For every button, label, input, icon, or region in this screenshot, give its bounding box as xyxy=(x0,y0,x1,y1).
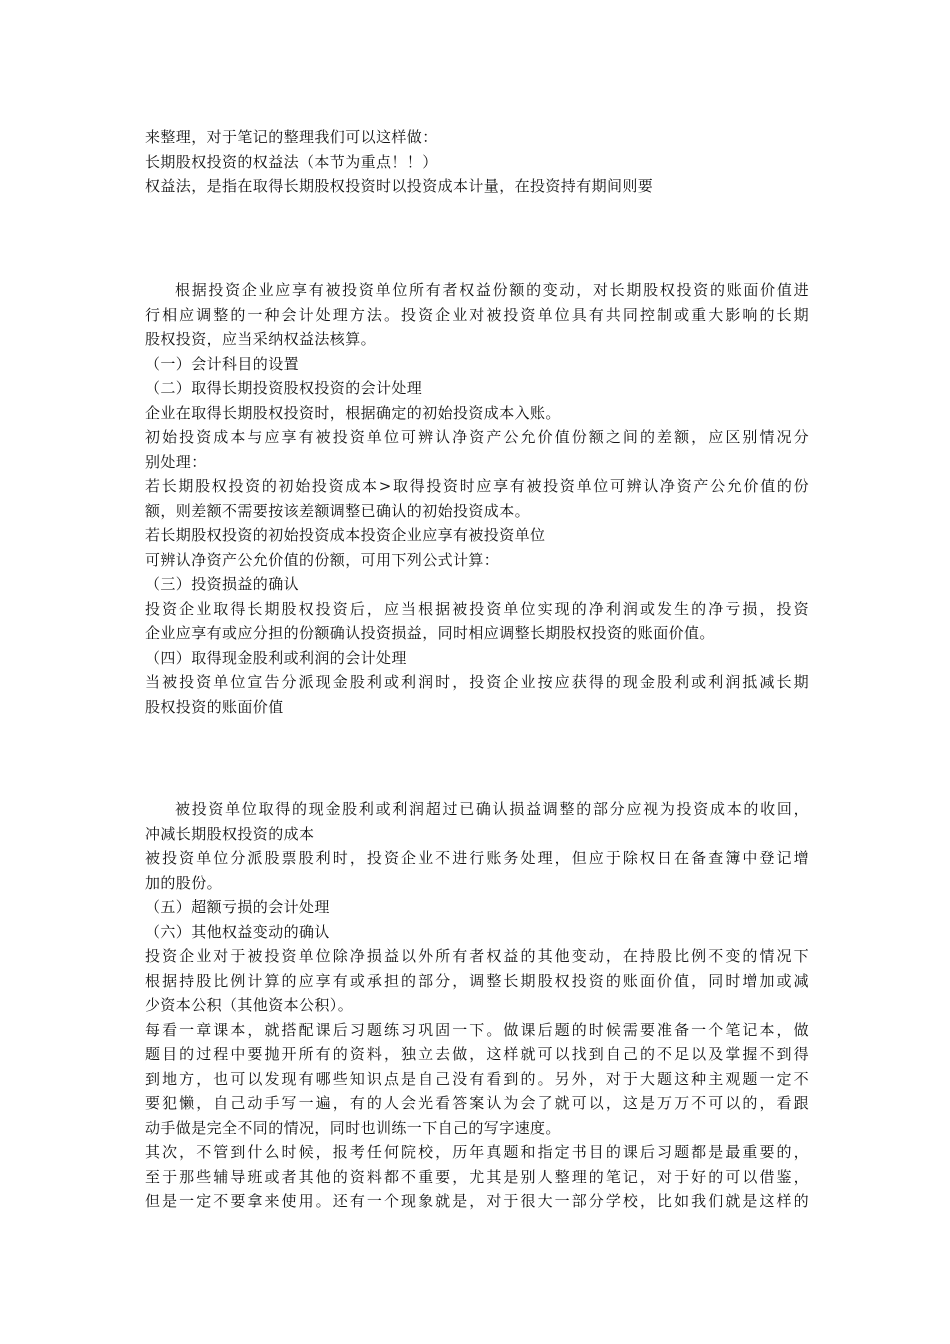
paragraph-line: 但是一定不要拿来使用。还有一个现象就是，对于很大一部分学校，比如我们就是这样的 xyxy=(145,1192,809,1210)
paragraph-line: 到地方，也可以发现有哪些知识点是自己没有看到的。另外，对于大题这种主观题一定不 xyxy=(145,1069,809,1088)
section-3 xyxy=(145,797,809,1214)
paragraph-line: 被投资单位取得的现金股利或利润超过已确认损益调整的部分应视为投资成本的收回， xyxy=(175,800,809,818)
paragraph-line: 至于那些辅导班或者其他的资料都不重要，尤其是别人整理的笔记，对于好的可以借鉴， xyxy=(145,1167,809,1186)
paragraph-line: 动手做是完全不同的情况，同时也训练一下自己的写字速度。 xyxy=(145,1118,561,1137)
paragraph-line: 别处理： xyxy=(145,452,207,471)
subheading-6: （六）其他权益变动的确认 xyxy=(145,922,330,941)
paragraph-line: 冲减长期股权投资的成本 xyxy=(145,824,315,843)
paragraph-line: 额，则差额不需要按该差额调整已确认的初始投资成本。 xyxy=(145,501,531,520)
paragraph-line: 股权投资，应当采纳权益法核算。 xyxy=(145,330,377,348)
paragraph-line: 题目的过程中要抛开所有的资料，独立去做，这样就可以找到自己的不足以及掌握不到得 xyxy=(145,1045,809,1063)
paragraph-line: 行相应调整的一种会计处理方法。投资企业对被投资单位具有共同控制或重大影响的长期 xyxy=(145,305,809,324)
text-line: 来整理，对于笔记的整理我们可以这样做： xyxy=(145,128,438,146)
paragraph-line: 投资企业对于被投资单位除净损益以外所有者权益的其他变动，在持股比例不变的情况下 xyxy=(145,947,809,965)
paragraph-line: 根据投资企业应享有被投资单位所有者权益份额的变动，对长期股权投资的账面价值进 xyxy=(175,281,809,299)
paragraph-line: 若长期股权投资的初始投资成本投资企业应享有被投资单位 xyxy=(145,526,546,544)
text-line: 权益法，是指在取得长期股权投资时以投资成本计量，在投资持有期间则要 xyxy=(145,177,654,195)
paragraph-line: 要犯懒，自己动手写一遍，有的人会光看答案认为会了就可以，这是万万不可以的，看跟 xyxy=(145,1094,809,1112)
paragraph-line: 可辨认净资产公允价值的份额，可用下列公式计算： xyxy=(145,550,500,569)
paragraph-line: 当被投资单位宣告分派现金股利或利润时，投资企业按应获得的现金股利或利润抵减长期 xyxy=(145,673,809,691)
paragraph-line: 若长期股权投资的初始投资成本>取得投资时应享有被投资单位可辨认净资产公允价值的份 xyxy=(145,477,809,495)
subheading-2: （二）取得长期投资股权投资的会计处理 xyxy=(145,379,423,397)
paragraph-line: 企业在取得长期股权投资时，根据确定的初始投资成本入账。 xyxy=(145,403,561,422)
subheading-5: （五）超额亏损的会计处理 xyxy=(145,898,330,916)
subheading-4: （四）取得现金股利或利润的会计处理 xyxy=(145,648,407,667)
paragraph-line: 少资本公积（其他资本公积）。 xyxy=(145,996,354,1014)
paragraph-line: 企业应享有或应分担的份额确认投资损益，同时相应调整长期股权投资的账面价值。 xyxy=(145,624,715,642)
subheading-1: （一）会计科目的设置 xyxy=(145,354,300,373)
paragraph-line: 初始投资成本与应享有被投资单位可辨认净资产公允价值份额之间的差额，应区别情况分 xyxy=(145,428,809,446)
subheading-3: （三）投资损益的确认 xyxy=(145,575,300,593)
paragraph-line: 其次，不管到什么时候，报考任何院校，历年真题和指定书目的课后习题都是最重要的， xyxy=(145,1143,809,1161)
paragraph-line: 被投资单位分派股票股利时，投资企业不进行账务处理，但应于除权日在备查簿中登记增 xyxy=(145,849,809,867)
section-1 xyxy=(145,125,809,199)
paragraph-line: 加的股份。 xyxy=(145,873,223,892)
section-2 xyxy=(145,278,809,719)
paragraph-line: 股权投资的账面价值 xyxy=(145,697,284,716)
heading-equity-method: 长期股权投资的权益法（本节为重点！！） xyxy=(145,152,438,171)
paragraph-line: 根据持股比例计算的应享有或承担的部分，调整长期股权投资的账面价值，同时增加或减 xyxy=(145,971,809,990)
paragraph-line: 投资企业取得长期股权投资后，应当根据被投资单位实现的净利润或发生的净亏损，投资 xyxy=(145,599,809,618)
paragraph-line: 每看一章课本，就搭配课后习题练习巩固一下。做课后题的时候需要准备一个笔记本，做 xyxy=(145,1020,809,1039)
